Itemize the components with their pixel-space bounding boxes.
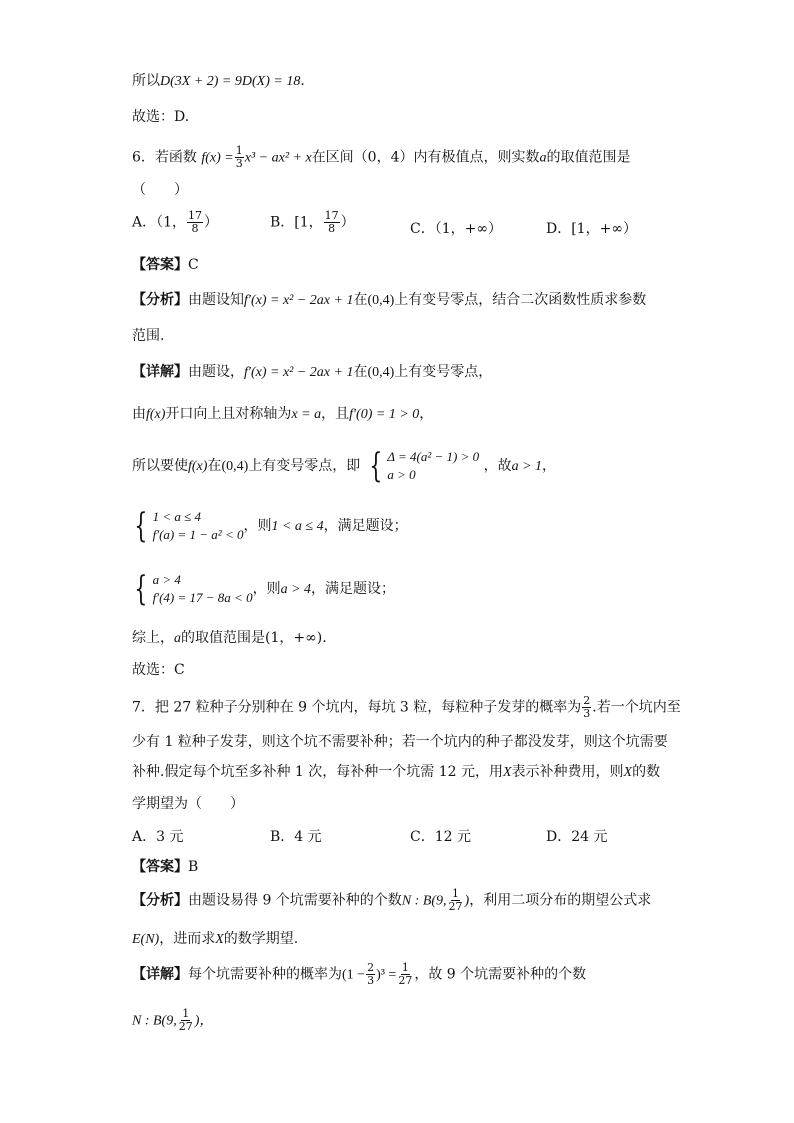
q7-detail-line2: N : B(9, $\frac{1}{27}$ )， bbox=[132, 1007, 214, 1033]
q7-option-b: B．4 元 bbox=[270, 829, 322, 845]
q6-option-a: A．（1， $\frac{17}{8}$ ） bbox=[132, 209, 219, 235]
q7-stem-line1: 7．把 27 粒种子分别种在 9 个坑内，每坑 3 粒，每粒种子发芽的概率为 $\frac{2}{3}$ .若一个坑内至 bbox=[132, 694, 681, 720]
q6-analysis-line2: 范围. bbox=[132, 328, 165, 344]
q6-option-b: B．[1， $\frac{17}{8}$ ） bbox=[270, 209, 355, 235]
line-variance: 所以D(3X + 2) = 9D(X) = 18. bbox=[132, 73, 305, 89]
q6-detail-line4: { 1 < a ≤ 4 f′(a) = 1 − a² < 0 ，则1 < a ≤ 4，满足题设； bbox=[130, 506, 408, 547]
q6-detail-line1: 【详解】由题设，f′(x) = x² − 2ax + 1在(0,4)上有变号零点， bbox=[132, 364, 493, 380]
q7-option-d: D．24 元 bbox=[546, 829, 608, 845]
system-of-inequalities-1: { Δ = 4(a² − 1) > 0 a > 0 bbox=[369, 446, 480, 486]
q6-number: 6． bbox=[132, 149, 155, 166]
q7-stem-line4: 学期望为（ ） bbox=[132, 796, 244, 812]
q7-number: 7． bbox=[132, 699, 155, 716]
formula-variance: D(3X + 2) = 9D(X) = 18 bbox=[160, 74, 301, 89]
answer-tag: 【答案】 bbox=[132, 257, 188, 273]
q6-detail-line5: { a > 4 f′(4) = 17 − 8a < 0 ，则a > 4，满足题设； bbox=[130, 569, 395, 610]
q6-stem: 6．若函数 f(x) = $\frac{1}{3}$ x³ − ax² + x在区间（0，4）内有极值点，则实数a的取值范围是 bbox=[132, 144, 631, 170]
q7-option-a: A．3 元 bbox=[132, 829, 184, 845]
q6-analysis-line1: 【分析】由题设知f′(x) = x² − 2ax + 1在(0,4)上有变号零点，结合二次函数性质求参数 bbox=[132, 292, 647, 308]
q7-analysis-line2: E(N)，进而求X的数学期望. bbox=[132, 931, 299, 947]
analysis-tag: 【分析】 bbox=[132, 292, 188, 308]
detail-tag: 【详解】 bbox=[132, 966, 188, 983]
analysis-tag: 【分析】 bbox=[132, 892, 188, 909]
q6-detail-line2: 由f(x)开口向上且对称轴为x = a，且f′(0) = 1 > 0， bbox=[132, 406, 434, 422]
q7-option-c: C．12 元 bbox=[410, 829, 471, 845]
system-of-inequalities-2: { 1 < a ≤ 4 f′(a) = 1 − a² < 0 bbox=[134, 506, 244, 546]
brace-symbol: { bbox=[134, 506, 148, 546]
detail-tag: 【详解】 bbox=[132, 364, 188, 380]
q6-option-d: D．[1，+∞） bbox=[546, 221, 637, 237]
q7-analysis-line1: 【分析】由题设易得 9 个坑需要补种的个数N : B(9, $\frac{1}{27}$ )，利用二项分布的期望公式求 bbox=[132, 887, 652, 913]
q6-paren: （ ） bbox=[132, 182, 188, 198]
fraction-one-third: $\frac{1}{3}$ bbox=[235, 144, 243, 170]
q6-answer: 【答案】C bbox=[132, 257, 199, 273]
q6-summary: 综上，a的取值范围是(1，+∞). bbox=[132, 630, 327, 646]
q6-detail-line3: 所以要使f(x)在(0,4)上有变号零点，即 { Δ = 4(a² − 1) > 0 a > 0 ，故a > 1， bbox=[132, 446, 557, 486]
q6-option-c: C．（1，+∞） bbox=[410, 221, 503, 237]
answer-previous: 故选：D. bbox=[132, 109, 190, 125]
q7-detail-line1: 【详解】每个坑需要补种的概率为(1 − $\frac{2}{3}$ )³ = $\frac{1}{27}$ ，故 9 个坑需要补种的个数 bbox=[132, 961, 587, 987]
q7-stem-line2: 少有 1 粒种子发芽，则这个坑不需要补种；若一个坑内的种子都没发芽，则这个坑需要 bbox=[132, 734, 668, 750]
answer-tag: 【答案】 bbox=[132, 859, 188, 875]
q7-stem-line3: 补种.假定每个坑至多补种 1 次，每补种一个坑需 12 元，用X表示补种费用，则X的数 bbox=[132, 764, 661, 780]
q6-conclusion: 故选：C bbox=[132, 662, 185, 678]
fraction-two-thirds: $\frac{2}{3}$ bbox=[583, 694, 591, 720]
q7-answer: 【答案】B bbox=[132, 859, 199, 875]
brace-symbol: { bbox=[134, 569, 148, 609]
system-of-inequalities-3: { a > 4 f′(4) = 17 − 8a < 0 bbox=[134, 569, 253, 609]
brace-symbol: { bbox=[369, 446, 383, 486]
